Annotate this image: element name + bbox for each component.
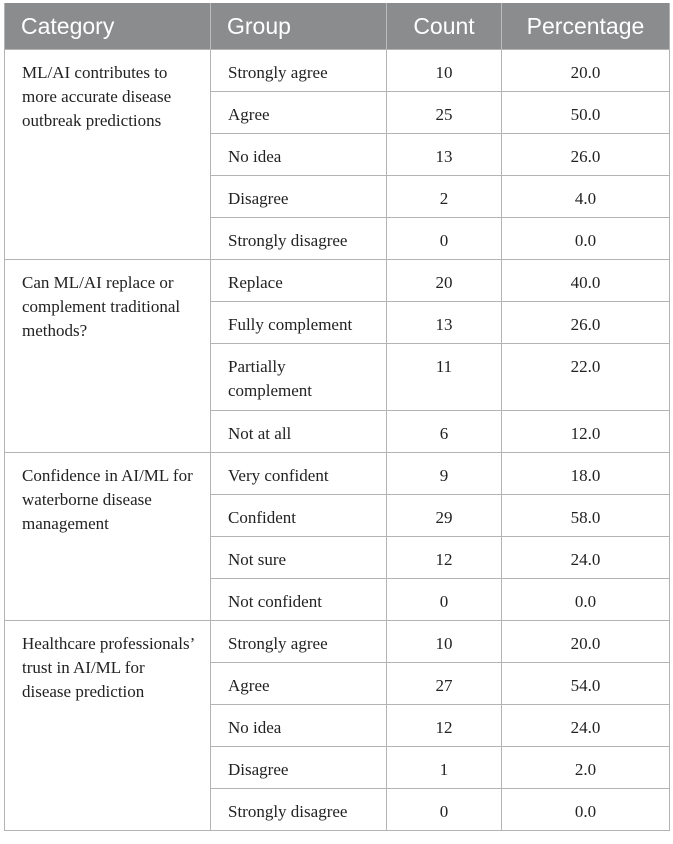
percentage-cell: 12.0: [502, 411, 670, 453]
count-cell: 27: [387, 663, 502, 705]
percentage-cell: 58.0: [502, 495, 670, 537]
table-row: [5, 260, 670, 302]
percentage-cell: 54.0: [502, 663, 670, 705]
percentage-cell: 18.0: [502, 453, 670, 495]
count-cell: 2: [387, 176, 502, 218]
header-category: Category: [5, 3, 211, 50]
percentage-cell: 20.0: [502, 621, 670, 663]
group-cell: Strongly agree: [211, 621, 387, 663]
header-group: Group: [211, 3, 387, 50]
group-cell: Disagree: [211, 176, 387, 218]
percentage-cell: 26.0: [502, 134, 670, 176]
count-cell: 6: [387, 411, 502, 453]
category-cell: ML/AI contributes to more accurate disease outbreak predictions: [5, 50, 211, 260]
percentage-cell: 2.0: [502, 747, 670, 789]
group-cell: No idea: [211, 134, 387, 176]
group-cell: Not at all: [211, 411, 387, 453]
count-cell: 10: [387, 50, 502, 92]
table-row: [5, 453, 670, 495]
header-count: Count: [387, 3, 502, 50]
group-cell: Not confident: [211, 579, 387, 621]
count-cell: 12: [387, 537, 502, 579]
percentage-cell: 0.0: [502, 218, 670, 260]
count-cell: 9: [387, 453, 502, 495]
percentage-cell: 22.0: [502, 344, 670, 411]
count-cell: 12: [387, 705, 502, 747]
table-row: [5, 621, 670, 663]
count-cell: 0: [387, 218, 502, 260]
table-body: [5, 50, 670, 831]
group-cell: Agree: [211, 663, 387, 705]
count-cell: 11: [387, 344, 502, 411]
table-row: [5, 50, 670, 92]
group-cell: Not sure: [211, 537, 387, 579]
header-row: [5, 3, 670, 50]
count-cell: 29: [387, 495, 502, 537]
group-cell: Strongly agree: [211, 50, 387, 92]
group-cell: Partially complement: [211, 344, 387, 411]
percentage-cell: 40.0: [502, 260, 670, 302]
count-cell: 20: [387, 260, 502, 302]
table-header: [5, 3, 670, 50]
group-cell: Disagree: [211, 747, 387, 789]
percentage-cell: 0.0: [502, 579, 670, 621]
count-cell: 1: [387, 747, 502, 789]
header-percentage: Percentage: [502, 3, 670, 50]
count-cell: 0: [387, 579, 502, 621]
count-cell: 10: [387, 621, 502, 663]
group-cell: No idea: [211, 705, 387, 747]
group-cell: Very confident: [211, 453, 387, 495]
group-cell: Strongly disagree: [211, 218, 387, 260]
percentage-cell: 26.0: [502, 302, 670, 344]
count-cell: 13: [387, 302, 502, 344]
category-cell: Confidence in AI/ML for waterborne disease management: [5, 453, 211, 621]
group-cell: Agree: [211, 92, 387, 134]
percentage-cell: 20.0: [502, 50, 670, 92]
count-cell: 0: [387, 789, 502, 831]
group-cell: Strongly disagree: [211, 789, 387, 831]
group-cell: Confident: [211, 495, 387, 537]
percentage-cell: 0.0: [502, 789, 670, 831]
percentage-cell: 4.0: [502, 176, 670, 218]
group-cell: Replace: [211, 260, 387, 302]
count-cell: 13: [387, 134, 502, 176]
percentage-cell: 50.0: [502, 92, 670, 134]
count-cell: 25: [387, 92, 502, 134]
percentage-cell: 24.0: [502, 537, 670, 579]
percentage-cell: 24.0: [502, 705, 670, 747]
survey-table: [4, 3, 670, 831]
category-cell: Can ML/AI replace or complement traditional methods?: [5, 260, 211, 453]
group-cell: Fully complement: [211, 302, 387, 344]
category-cell: Healthcare professionals’ trust in AI/ML for disease prediction: [5, 621, 211, 831]
